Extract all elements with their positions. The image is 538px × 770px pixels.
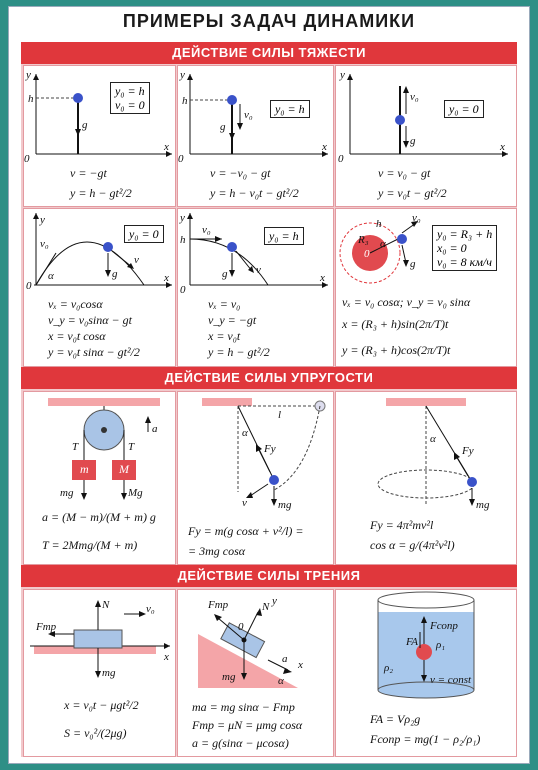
svg-text:Fтр: Fтр (36, 621, 57, 633)
section-gravity-header: ДЕЙСТВИЕ СИЛЫ ТЯЖЕСТИ (21, 42, 517, 64)
formula: y = h − gt²/2 (208, 345, 270, 359)
cond-line: x₀ = 0 (437, 241, 467, 255)
formula: v_y = −gt (208, 313, 257, 327)
svg-text:x: x (322, 141, 327, 153)
formula: FA = Vρ₂g (370, 712, 421, 726)
elastic-panel-3 (335, 391, 517, 565)
svg-text:α: α (242, 427, 248, 439)
cond-box (270, 100, 310, 118)
svg-text:v₀: v₀ (146, 603, 155, 615)
cond-line: y₀ = h (115, 84, 145, 98)
svg-text:mg: mg (278, 499, 292, 511)
svg-text:v₀: v₀ (40, 238, 49, 250)
formula: ma = mg sinα − Fтр (192, 700, 295, 714)
svg-text:α: α (380, 238, 386, 250)
friction-panel-1 (23, 589, 176, 757)
formula: = 3mg cosα (188, 544, 246, 558)
formula: y = v₀t sinα − gt²/2 (48, 345, 140, 359)
svg-text:h: h (182, 95, 188, 107)
label-const: v = const (430, 674, 472, 686)
formula: Fтр = μN = μmg cosα (192, 718, 303, 732)
formula: x = v₀t cosα (48, 329, 106, 343)
formula: Fy = m(g cosα + v²/l) = (188, 524, 304, 538)
cond-box (264, 227, 304, 245)
svg-text:y: y (180, 69, 185, 81)
svg-text:y: y (340, 69, 345, 81)
gravity-panel-6 (335, 208, 517, 367)
svg-text:g: g (410, 258, 416, 270)
svg-text:x: x (500, 141, 505, 153)
svg-text:0: 0 (364, 248, 370, 260)
svg-text:g: g (220, 121, 226, 133)
formula: a = (M − m)/(M + m) g (42, 510, 156, 524)
svg-text:y: y (26, 69, 31, 81)
cond-line: y₀ = 0 (129, 227, 159, 241)
label-rho2: ρ₂ (384, 662, 394, 674)
svg-text:T: T (72, 441, 79, 453)
svg-text:g: g (112, 268, 118, 280)
svg-text:Fy: Fy (264, 443, 276, 455)
formula: a = g(sinα − μcosα) (192, 736, 289, 750)
mass-label-M: M (119, 462, 129, 476)
svg-text:ρ₁: ρ₁ (436, 639, 446, 651)
cond-line: v₀ = 8 км/ч (437, 255, 492, 269)
svg-text:x: x (320, 272, 325, 284)
svg-text:x: x (298, 659, 303, 671)
formula: y = v₀t − gt²/2 (378, 186, 447, 200)
gravity-panel-4 (23, 208, 176, 367)
cond-line: y₀ = h (269, 229, 299, 243)
mass-label-m: m (80, 462, 89, 476)
poster-title: ПРИМЕРЫ ЗАДАЧ ДИНАМИКИ (122, 11, 416, 31)
svg-text:R₃: R₃ (358, 234, 369, 246)
svg-text:mg: mg (102, 667, 116, 679)
cond-box (444, 100, 484, 118)
svg-text:mg: mg (60, 487, 74, 499)
svg-text:Fy: Fy (462, 445, 474, 457)
svg-text:N: N (262, 601, 270, 613)
svg-text:v₀: v₀ (412, 212, 421, 224)
formula: S = v₀²/(2μg) (64, 726, 127, 740)
svg-text:l: l (278, 409, 282, 421)
svg-text:x: x (164, 272, 169, 284)
formula: v = −gt (70, 166, 107, 180)
label-fcopr: Fсопр (430, 620, 458, 632)
svg-text:h: h (376, 218, 382, 230)
svg-text:N: N (102, 599, 110, 611)
friction-panel-3 (335, 589, 517, 757)
svg-text:v: v (134, 254, 139, 266)
formula: vₓ = v₀ (208, 297, 241, 311)
poster-sheet (8, 6, 530, 764)
svg-text:g: g (410, 135, 416, 147)
cond-box (110, 82, 150, 114)
formula: y = h − v₀t − gt²/2 (210, 186, 299, 200)
gravity-panel-3 (335, 65, 517, 207)
cond-line: y₀ = R₃ + h (437, 227, 493, 241)
elastic-panel-2 (177, 391, 334, 565)
svg-text:g: g (222, 268, 228, 280)
cond-box (124, 225, 164, 243)
formula: v_y = v₀sinα − gt (48, 313, 132, 327)
gravity-panel-2 (177, 65, 334, 207)
friction-panel-2 (177, 589, 334, 757)
svg-text:h: h (180, 234, 186, 246)
svg-text:0: 0 (180, 284, 186, 296)
gravity-panel-1 (23, 65, 176, 207)
svg-text:y: y (40, 214, 45, 226)
svg-text:mg: mg (476, 499, 490, 511)
cond-line: y₀ = h (275, 102, 305, 116)
svg-text:v: v (256, 264, 261, 276)
svg-text:0: 0 (238, 621, 244, 633)
svg-text:Mg: Mg (128, 487, 143, 499)
svg-text:0: 0 (178, 153, 184, 165)
elastic-panel-1 (23, 391, 176, 565)
svg-text:0: 0 (26, 280, 32, 292)
svg-text:a: a (152, 423, 158, 435)
svg-text:α: α (48, 270, 54, 282)
svg-text:v₀: v₀ (244, 109, 253, 121)
formula: v = −v₀ − gt (210, 166, 271, 180)
svg-text:Fтр: Fтр (208, 599, 229, 611)
svg-text:y: y (180, 212, 185, 224)
formula: vₓ = v₀ cosα; v_y = v₀ sinα (342, 295, 471, 309)
formula: x = v₀t (208, 329, 241, 343)
svg-text:T: T (128, 441, 135, 453)
svg-text:x: x (164, 651, 169, 663)
svg-text:mg: mg (222, 671, 236, 683)
formula: Fy = 4π²mν²l (370, 518, 434, 532)
svg-text:y: y (272, 595, 277, 607)
svg-text:v₀: v₀ (202, 224, 211, 236)
formula: v = v₀ − gt (378, 166, 431, 180)
svg-text:0: 0 (24, 153, 30, 165)
formula: x = v₀t − μgt²/2 (64, 698, 139, 712)
svg-text:α: α (278, 675, 284, 687)
label-fa: FA (406, 636, 419, 648)
svg-text:α: α (430, 433, 436, 445)
formula: cos α = g/(4π²ν²l) (370, 538, 455, 552)
formula: x = (R₃ + h)sin(2π/T)t (342, 317, 449, 331)
formula: y = (R₃ + h)cos(2π/T)t (342, 343, 451, 357)
formula: vₓ = v₀cosα (48, 297, 103, 311)
gravity-panel-5 (177, 208, 334, 367)
svg-text:v₀: v₀ (410, 91, 419, 103)
svg-text:v: v (242, 497, 247, 509)
svg-text:h: h (28, 93, 34, 105)
formula: Fсопр = mg(1 − ρ₂/ρ₁) (370, 732, 481, 746)
formula: y = h − gt²/2 (70, 186, 132, 200)
cond-box (432, 225, 497, 271)
cond-line: y₀ = 0 (449, 102, 479, 116)
section-elastic-header: ДЕЙСТВИЕ СИЛЫ УПРУГОСТИ (21, 367, 517, 389)
cond-line: v₀ = 0 (115, 98, 145, 112)
svg-text:g: g (82, 119, 88, 131)
svg-text:a: a (282, 653, 288, 665)
formula: T = 2Mmg/(M + m) (42, 538, 138, 552)
svg-text:x: x (164, 141, 169, 153)
svg-text:0: 0 (338, 153, 344, 165)
section-friction-header: ДЕЙСТВИЕ СИЛЫ ТРЕНИЯ (21, 565, 517, 587)
